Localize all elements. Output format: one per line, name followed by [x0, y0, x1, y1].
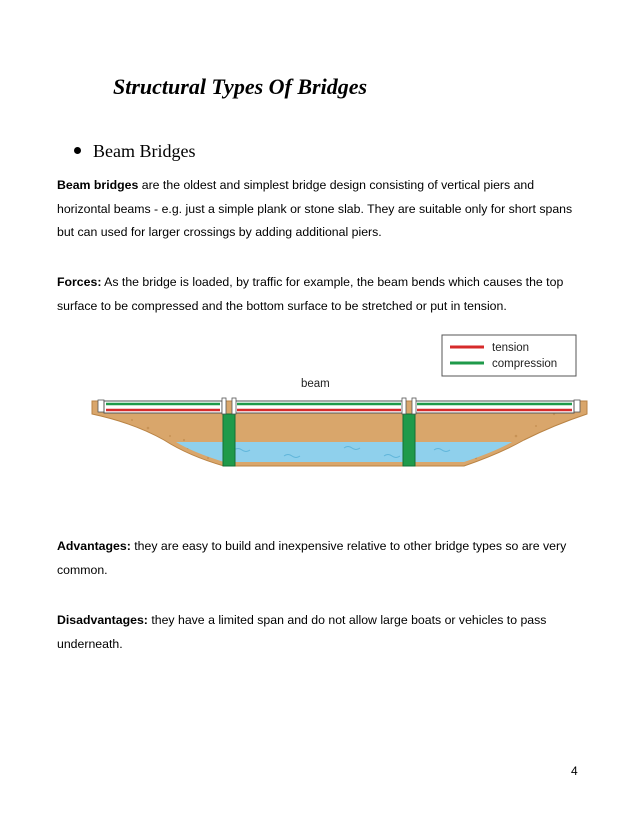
legend-compression-label: compression: [492, 358, 558, 370]
beam-span-3: [415, 401, 574, 413]
intro-text: are the oldest and simplest bridge design consisting of vertical piers and horizontal beams - e.g. just a simple plank or stone slab. They are suitable only for short spans but can used for larger crossings by adding additional piers.: [57, 178, 573, 239]
page-number: 4: [571, 764, 578, 778]
advantages-paragraph: [57, 535, 587, 582]
advantages-text: they are easy to build and inexpensive relative to other bridge types so are very common.: [57, 539, 567, 577]
joint-left-b: [232, 398, 236, 414]
pier-left: [223, 414, 235, 466]
legend-tension-label: tension: [492, 342, 530, 354]
forces-paragraph: [57, 271, 587, 318]
intro-paragraph: [57, 174, 587, 245]
disadvantages-paragraph: [57, 609, 587, 656]
pier-right: [403, 414, 415, 466]
section-bullet: [74, 141, 195, 162]
right-abutment: [574, 400, 580, 412]
left-abutment: [98, 400, 104, 412]
joint-right: [402, 398, 406, 414]
disadvantages-lead: Disadvantages:: [57, 613, 148, 627]
bullet-icon: [74, 147, 81, 154]
forces-text: As the bridge is loaded, by traffic for example, the beam bends which causes the top surface to be compressed and the bottom surface to be stretched or put in tension.: [57, 275, 564, 313]
page-title: Structural Types Of Bridges: [113, 74, 368, 99]
section-bullet-label: Beam Bridges: [93, 141, 196, 161]
forces-lead: Forces:: [57, 275, 102, 289]
beam-label: beam: [301, 378, 330, 390]
beam-span-1: [104, 401, 222, 413]
advantages-lead: Advantages:: [57, 539, 131, 553]
beam-bridge-diagram: [84, 330, 594, 495]
joint-left: [222, 398, 226, 414]
beam-bridge-illustration: [84, 330, 594, 490]
joint-right-b: [412, 398, 416, 414]
beam-span-2: [235, 401, 403, 413]
intro-lead: Beam bridges: [57, 178, 139, 192]
disadvantages-text: they have a limited span and do not allow large boats or vehicles to pass underneath.: [57, 613, 547, 651]
